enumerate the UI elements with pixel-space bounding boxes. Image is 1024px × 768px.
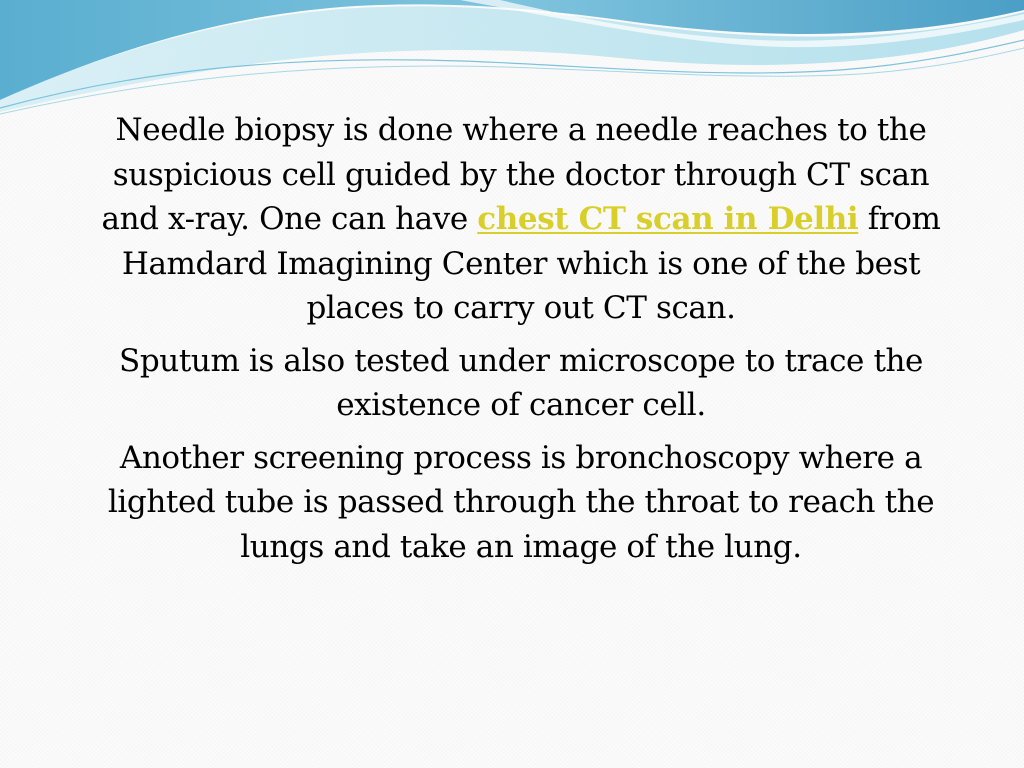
header-wave-decoration xyxy=(0,0,1024,120)
paragraph-needle-biopsy xyxy=(96,108,946,331)
chest-ct-scan-link[interactable]: chest CT scan in Delhi xyxy=(477,201,859,237)
paragraph-sputum: Sputum is also tested under microscope to trace the existence of cancer cell. xyxy=(118,342,924,423)
paragraph-text: from Hamdard Imagining Center which is one of the best places to carry out CT scan. xyxy=(121,201,941,326)
slide-content xyxy=(96,108,946,577)
paragraph-bronchoscopy: Another screening process is bronchoscopy where a lighted tube is passed through the throat to reach the lungs and take an image of the lung. xyxy=(107,439,935,565)
paragraph-text: Needle biopsy is done where a needle reaches to the suspicious cell guided by the doctor through CT scan and x-ray. One can have xyxy=(101,112,930,237)
